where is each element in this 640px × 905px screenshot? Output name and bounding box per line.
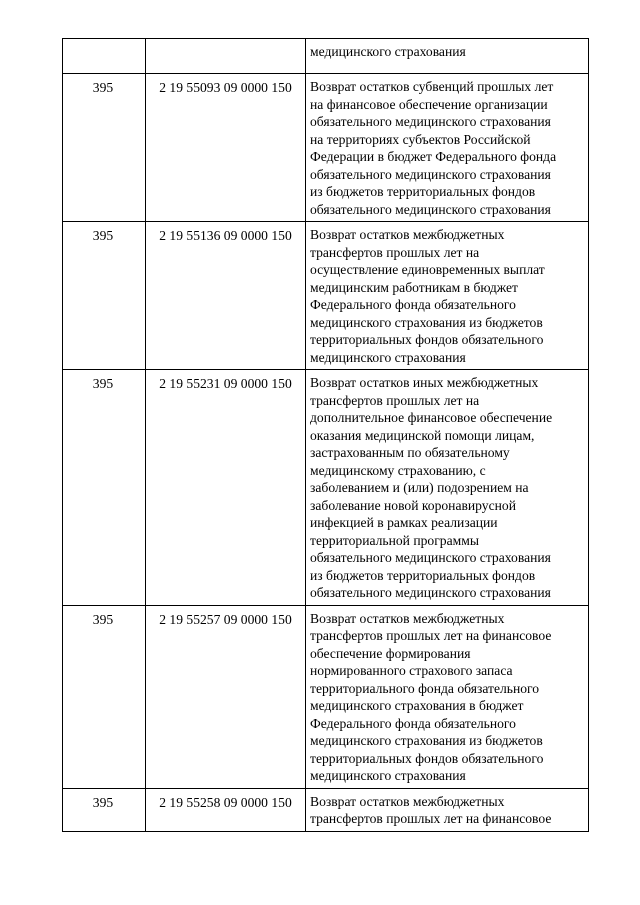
revenue-name-line: заболевание новой коронавирусной [310,497,516,513]
admin-code-cell: 395 [63,370,146,606]
table-body [63,39,589,832]
budget-classification-code-cell: 2 19 55093 09 0000 150 [146,74,306,222]
table-row [63,370,589,606]
revenue-name-cell [306,222,589,370]
revenue-name-line: обязательного медицинского страхования [310,114,551,129]
revenue-name-line: медицинского страхования из бюджетов [310,733,543,748]
revenue-name-line: медицинского страхования [310,349,466,365]
revenue-name-line: медицинского страхования из бюджетов [310,314,543,330]
revenue-name-cell [306,39,589,74]
revenue-name-cell [306,74,589,222]
budget-classification-code-cell: 2 19 55258 09 0000 150 [146,788,306,831]
revenue-name-line: трансфертов прошлых лет на [310,244,480,260]
revenue-name-line: Возврат остатков межбюджетных [310,610,505,626]
table-row [63,222,589,370]
revenue-name-cell [306,605,589,788]
table-row [63,605,589,788]
revenue-name-line: из бюджетов территориальных фондов [310,184,536,199]
revenue-name-line: обязательного медицинского страхования [310,550,551,565]
revenue-name-cell [306,788,589,831]
revenue-name-line: трансфертов прошлых лет на [310,392,480,408]
revenue-name-line: из бюджетов территориальных фондов [310,567,536,583]
revenue-name-line: территориальных фондов обязательного [310,750,544,766]
table-row [63,788,589,831]
revenue-name-line: обязательного медицинского страхования [310,201,551,217]
revenue-name-line: медицинского страхования в бюджет [310,698,524,713]
revenue-name-line: обеспечение формирования [310,645,471,661]
revenue-name-line: на финансовое обеспечение организации [310,96,548,112]
admin-code-cell: 395 [63,788,146,831]
table-row [63,39,589,74]
revenue-name-line: Федерального фонда обязательного [310,297,516,312]
admin-code-cell [63,39,146,74]
revenue-name-line: Возврат остатков межбюджетных [310,793,505,809]
revenue-name-line: медицинского страхования [310,768,466,783]
revenue-name-cell [306,370,589,606]
budget-classification-code-cell [146,39,306,74]
revenue-name-line: территориального фонда обязательного [310,680,540,696]
admin-code-cell: 395 [63,605,146,788]
revenue-name-line: Федерального фонда обязательного [310,715,516,731]
revenue-name-line: территориальной программы [310,532,479,548]
revenue-name-line: обязательного медицинского страхования [310,166,551,182]
budget-classification-code-cell: 2 19 55136 09 0000 150 [146,222,306,370]
revenue-name-line: застрахованным по обязательному [310,445,510,460]
revenue-name-line: нормированного страхового запаса [310,663,513,678]
revenue-name-line: медицинским работникам в бюджет [310,279,518,295]
revenue-name-line: на территориях субъектов Российской [310,131,531,147]
revenue-name-line: Возврат остатков иных межбюджетных [310,375,539,390]
revenue-name-line: обязательного медицинского страхования [310,585,551,600]
revenue-name-line: трансфертов прошлых лет на финансовое [310,628,552,643]
revenue-name-line: инфекцией в рамках реализации [310,515,498,530]
revenue-name-line: Федерации в бюджет Федерального фонда [310,149,557,164]
revenue-name-line: территориальных фондов обязательного [310,332,544,347]
table-row [63,74,589,222]
revenue-name-line: оказания медицинской помощи лицам, [310,427,535,443]
revenue-name-line: Возврат остатков субвенций прошлых лет [310,79,554,94]
revenue-name-line: осуществление единовременных выплат [310,262,545,277]
admin-code-cell: 395 [63,222,146,370]
revenue-name-line: медицинскому страхованию, с [310,462,486,478]
budget-classification-code-cell: 2 19 55257 09 0000 150 [146,605,306,788]
budget-classification-code-cell: 2 19 55231 09 0000 150 [146,370,306,606]
revenue-name-line: заболеванием и (или) подозрением на [310,480,529,495]
revenue-name-line: дополнительное финансовое обеспечение [310,410,553,425]
budget-codes-table [62,38,589,832]
revenue-name-line: трансфертов прошлых лет на финансовое [310,811,552,826]
admin-code-cell: 395 [63,74,146,222]
revenue-name-line: Возврат остатков межбюджетных [310,227,505,242]
revenue-name-line: медицинского страхования [310,44,466,59]
